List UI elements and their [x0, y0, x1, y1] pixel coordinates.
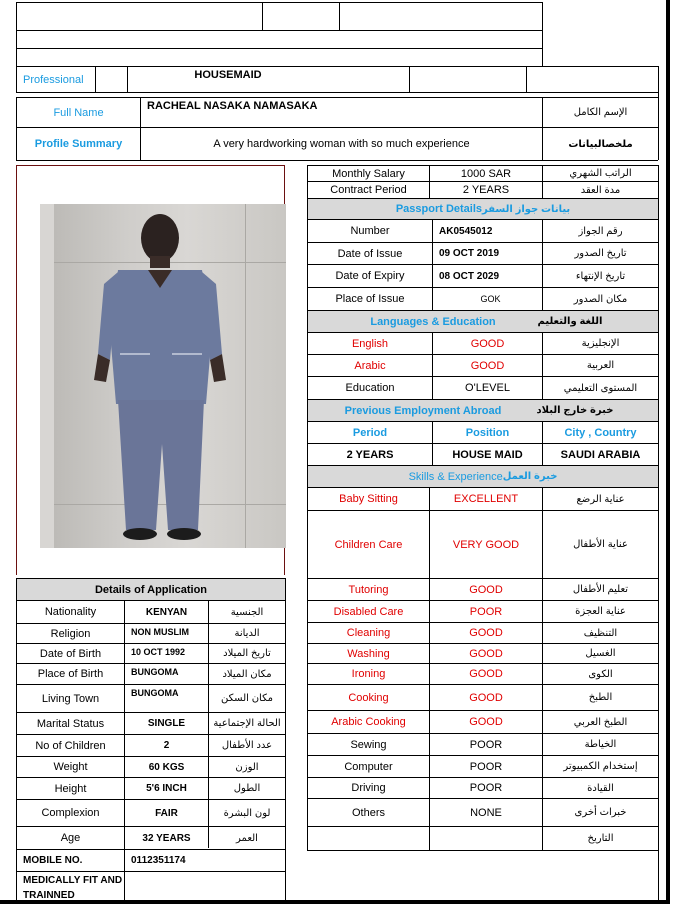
- skill-row-ar: عناية الأطفال: [573, 539, 628, 550]
- application-row-value: KENYAN: [145, 606, 188, 618]
- application-row-value: SINGLE: [147, 718, 186, 729]
- skill-row-ar: التنظيف: [583, 627, 618, 639]
- application-row-label: Height: [54, 782, 87, 795]
- application-row-value: 0112351174: [131, 855, 186, 866]
- skill-row-value: GOOD: [469, 668, 503, 680]
- skill-row-label: Disabled Care: [333, 605, 404, 618]
- skill-row-value: GOOD: [469, 716, 503, 728]
- application-row-ar: عدد الأطفال: [221, 740, 273, 751]
- skill-row-label: Ironing: [351, 668, 386, 680]
- application-row-label: Nationality: [44, 606, 97, 618]
- application-row-ar: الجنسية: [230, 606, 264, 618]
- skill-row-value: VERY GOOD: [452, 538, 520, 551]
- language-row-label: Arabic: [354, 359, 386, 372]
- application-row-value: 60 KGS: [148, 761, 185, 773]
- skill-row-ar: عناية الرضع: [576, 493, 625, 505]
- skill-row-ar: القيادة: [587, 782, 614, 794]
- application-row-label: MEDICALLY FIT AND TRAINNED: [23, 875, 123, 901]
- passport-row-value: GOK: [480, 294, 501, 304]
- application-row-label: Living Town: [41, 692, 100, 705]
- skill-row-value: GOOD: [469, 691, 503, 704]
- employment-position: HOUSE MAID: [452, 448, 523, 461]
- skill-row-value: EXCELLENT: [453, 493, 519, 505]
- application-row-value: 5'6 INCH: [146, 783, 187, 794]
- application-row-value: BUNGOMA: [131, 667, 179, 677]
- application-row-ar: الديانة: [234, 628, 260, 639]
- application-row-label: Date of Birth: [39, 647, 102, 660]
- language-row-label: English: [351, 337, 389, 350]
- passport-row-value: AK0545012: [439, 225, 493, 237]
- skill-row-value: POOR: [469, 760, 503, 773]
- skill-row-ar: خبرات أخرى: [574, 807, 627, 818]
- language-row-ar: العربية: [586, 360, 615, 371]
- skill-row-label: Cleaning: [346, 627, 391, 639]
- skill-row-value: NONE: [470, 806, 502, 819]
- application-row-ar: الحالة الإجتماعية: [213, 718, 281, 729]
- application-row-label: Complexion: [41, 807, 100, 819]
- skill-row-ar: عناية العجزة: [575, 606, 626, 617]
- application-row-ar: مكان السكن: [221, 693, 273, 704]
- application-row-value: 10 OCT 1992: [131, 647, 186, 657]
- application-row-value: [125, 872, 285, 904]
- passport-row-label: Date of Issue: [337, 247, 403, 260]
- passport-row-value: 08 OCT 2029: [439, 270, 500, 282]
- skill-row-label: Tutoring: [348, 583, 389, 596]
- application-row-label: Place of Birth: [37, 668, 104, 680]
- skill-row-label: Driving: [351, 782, 386, 794]
- application-row-label: Weight: [53, 761, 88, 773]
- profile-summary-value: A very hardworking woman with so much experience: [213, 138, 470, 150]
- monthly-salary-label: Monthly Salary: [332, 167, 405, 180]
- skill-row-ar: التاريخ: [587, 833, 614, 844]
- passport-row-label: Number: [350, 225, 390, 237]
- skill-row-label: Children Care: [334, 538, 403, 551]
- application-row-value: FAIR: [155, 807, 178, 819]
- skill-row-label: [308, 827, 429, 850]
- position-title: HOUSEMAID: [194, 69, 262, 81]
- skill-row-value: POOR: [469, 782, 503, 794]
- skill-row-label: Sewing: [350, 738, 387, 751]
- application-row-label: Marital Status: [36, 717, 105, 730]
- contract-period-value: 2 YEARS: [462, 184, 510, 196]
- full-name-value: RACHEAL NASAKA NAMASAKA: [147, 100, 318, 112]
- application-row-label: Age: [60, 832, 81, 844]
- skills-heading: Skills & Experience خبرة العمل: [408, 470, 558, 483]
- language-row-ar: الإنجليزية: [581, 338, 620, 349]
- profile-summary-label: Profile Summary: [34, 138, 123, 150]
- application-row-value: NON MUSLIM: [131, 627, 189, 637]
- employment-col-position: Position: [465, 426, 510, 439]
- monthly-salary-ar: الراتب الشهري: [569, 168, 632, 179]
- languages-heading: Languages & Education: [370, 315, 496, 328]
- application-row-ar: مكان الميلاد: [222, 668, 272, 680]
- application-heading: Details of Application: [94, 583, 208, 596]
- skill-row-ar: الطبخ العربي: [573, 716, 628, 728]
- skill-row-label: Computer: [344, 760, 393, 773]
- skill-row-label: Baby Sitting: [339, 493, 398, 505]
- employment-heading: Previous Employment Abroad: [344, 404, 502, 417]
- application-row-value: BUNGOMA: [131, 688, 179, 698]
- application-row-label: No of Children: [35, 739, 106, 752]
- application-row-ar: تاريخ الميلاد: [223, 648, 271, 659]
- profile-summary-ar: ملخصالبيانات: [568, 138, 633, 150]
- passport-row-ar: تاريخ الصدور: [574, 248, 627, 259]
- passport-row-ar: تاريخ الإنتهاء: [575, 270, 626, 282]
- application-row-ar: الطول: [233, 783, 261, 794]
- skill-row-label: Washing: [347, 647, 390, 660]
- skill-row-label: Others: [351, 806, 385, 819]
- application-row-ar: لون البشرة: [223, 807, 271, 819]
- passport-row-label: Date of Expiry: [335, 270, 405, 282]
- applicant-photo: [40, 204, 286, 548]
- application-row-ar: العمر: [236, 832, 258, 844]
- skill-row-ar: الغسيل: [585, 648, 616, 659]
- passport-row-value: 09 OCT 2019: [439, 248, 500, 259]
- application-row-ar: الوزن: [235, 761, 259, 773]
- contract-period-ar: مدة العقد: [580, 184, 621, 196]
- employment-country: SAUDI ARABIA: [560, 448, 641, 461]
- full-name-ar: الإسم الكامل: [573, 107, 628, 118]
- skill-row-value: POOR: [469, 738, 503, 751]
- passport-row-ar: مكان الصدور: [573, 293, 628, 305]
- skill-row-label: Cooking: [348, 691, 389, 704]
- languages-heading-ar: اللغة والتعليم: [537, 316, 603, 327]
- skill-row-label: Arabic Cooking: [331, 716, 406, 728]
- skill-row-value: GOOD: [469, 627, 503, 639]
- full-name-label: Full Name: [53, 106, 104, 119]
- employment-col-period: Period: [352, 426, 388, 439]
- skill-row-value: POOR: [469, 605, 503, 618]
- skill-row-value: [430, 827, 542, 850]
- skill-row-ar: الخياطة: [584, 739, 617, 750]
- passport-row-ar: رقم الجواز: [578, 225, 623, 237]
- language-row-value: GOOD: [470, 337, 505, 350]
- passport-row-label: Place of Issue: [335, 293, 405, 305]
- skill-row-value: GOOD: [469, 583, 503, 596]
- application-row-value: 32 YEARS: [142, 832, 191, 844]
- skill-row-ar: الكوى: [588, 668, 613, 680]
- application-row-value: 2: [163, 740, 170, 751]
- passport-heading: Passport Details بيانات جواز السفر: [395, 203, 571, 215]
- language-row-ar: المستوى التعليمي: [563, 382, 638, 394]
- contract-period-label: Contract Period: [330, 184, 407, 196]
- employment-heading-ar: خبرة خارج البلاد: [536, 405, 614, 416]
- application-row-label: MOBILE NO.: [23, 855, 83, 866]
- skill-row-value: GOOD: [469, 647, 503, 660]
- employment-col-city: City , Country: [564, 426, 637, 439]
- language-row-value: O'LEVEL: [465, 382, 510, 394]
- skill-row-ar: إستخدام الكمبيوتر: [563, 761, 638, 772]
- skill-row-ar: الطبخ: [588, 692, 613, 703]
- employment-period: 2 YEARS: [346, 448, 394, 461]
- language-row-label: Education: [345, 382, 395, 394]
- language-row-value: GOOD: [470, 359, 505, 372]
- application-row-label: Religion: [50, 627, 91, 640]
- monthly-salary-value: 1000 SAR: [460, 167, 512, 180]
- skill-row-ar: تعليم الأطفال: [572, 584, 629, 595]
- professional-label: Professional: [23, 73, 84, 86]
